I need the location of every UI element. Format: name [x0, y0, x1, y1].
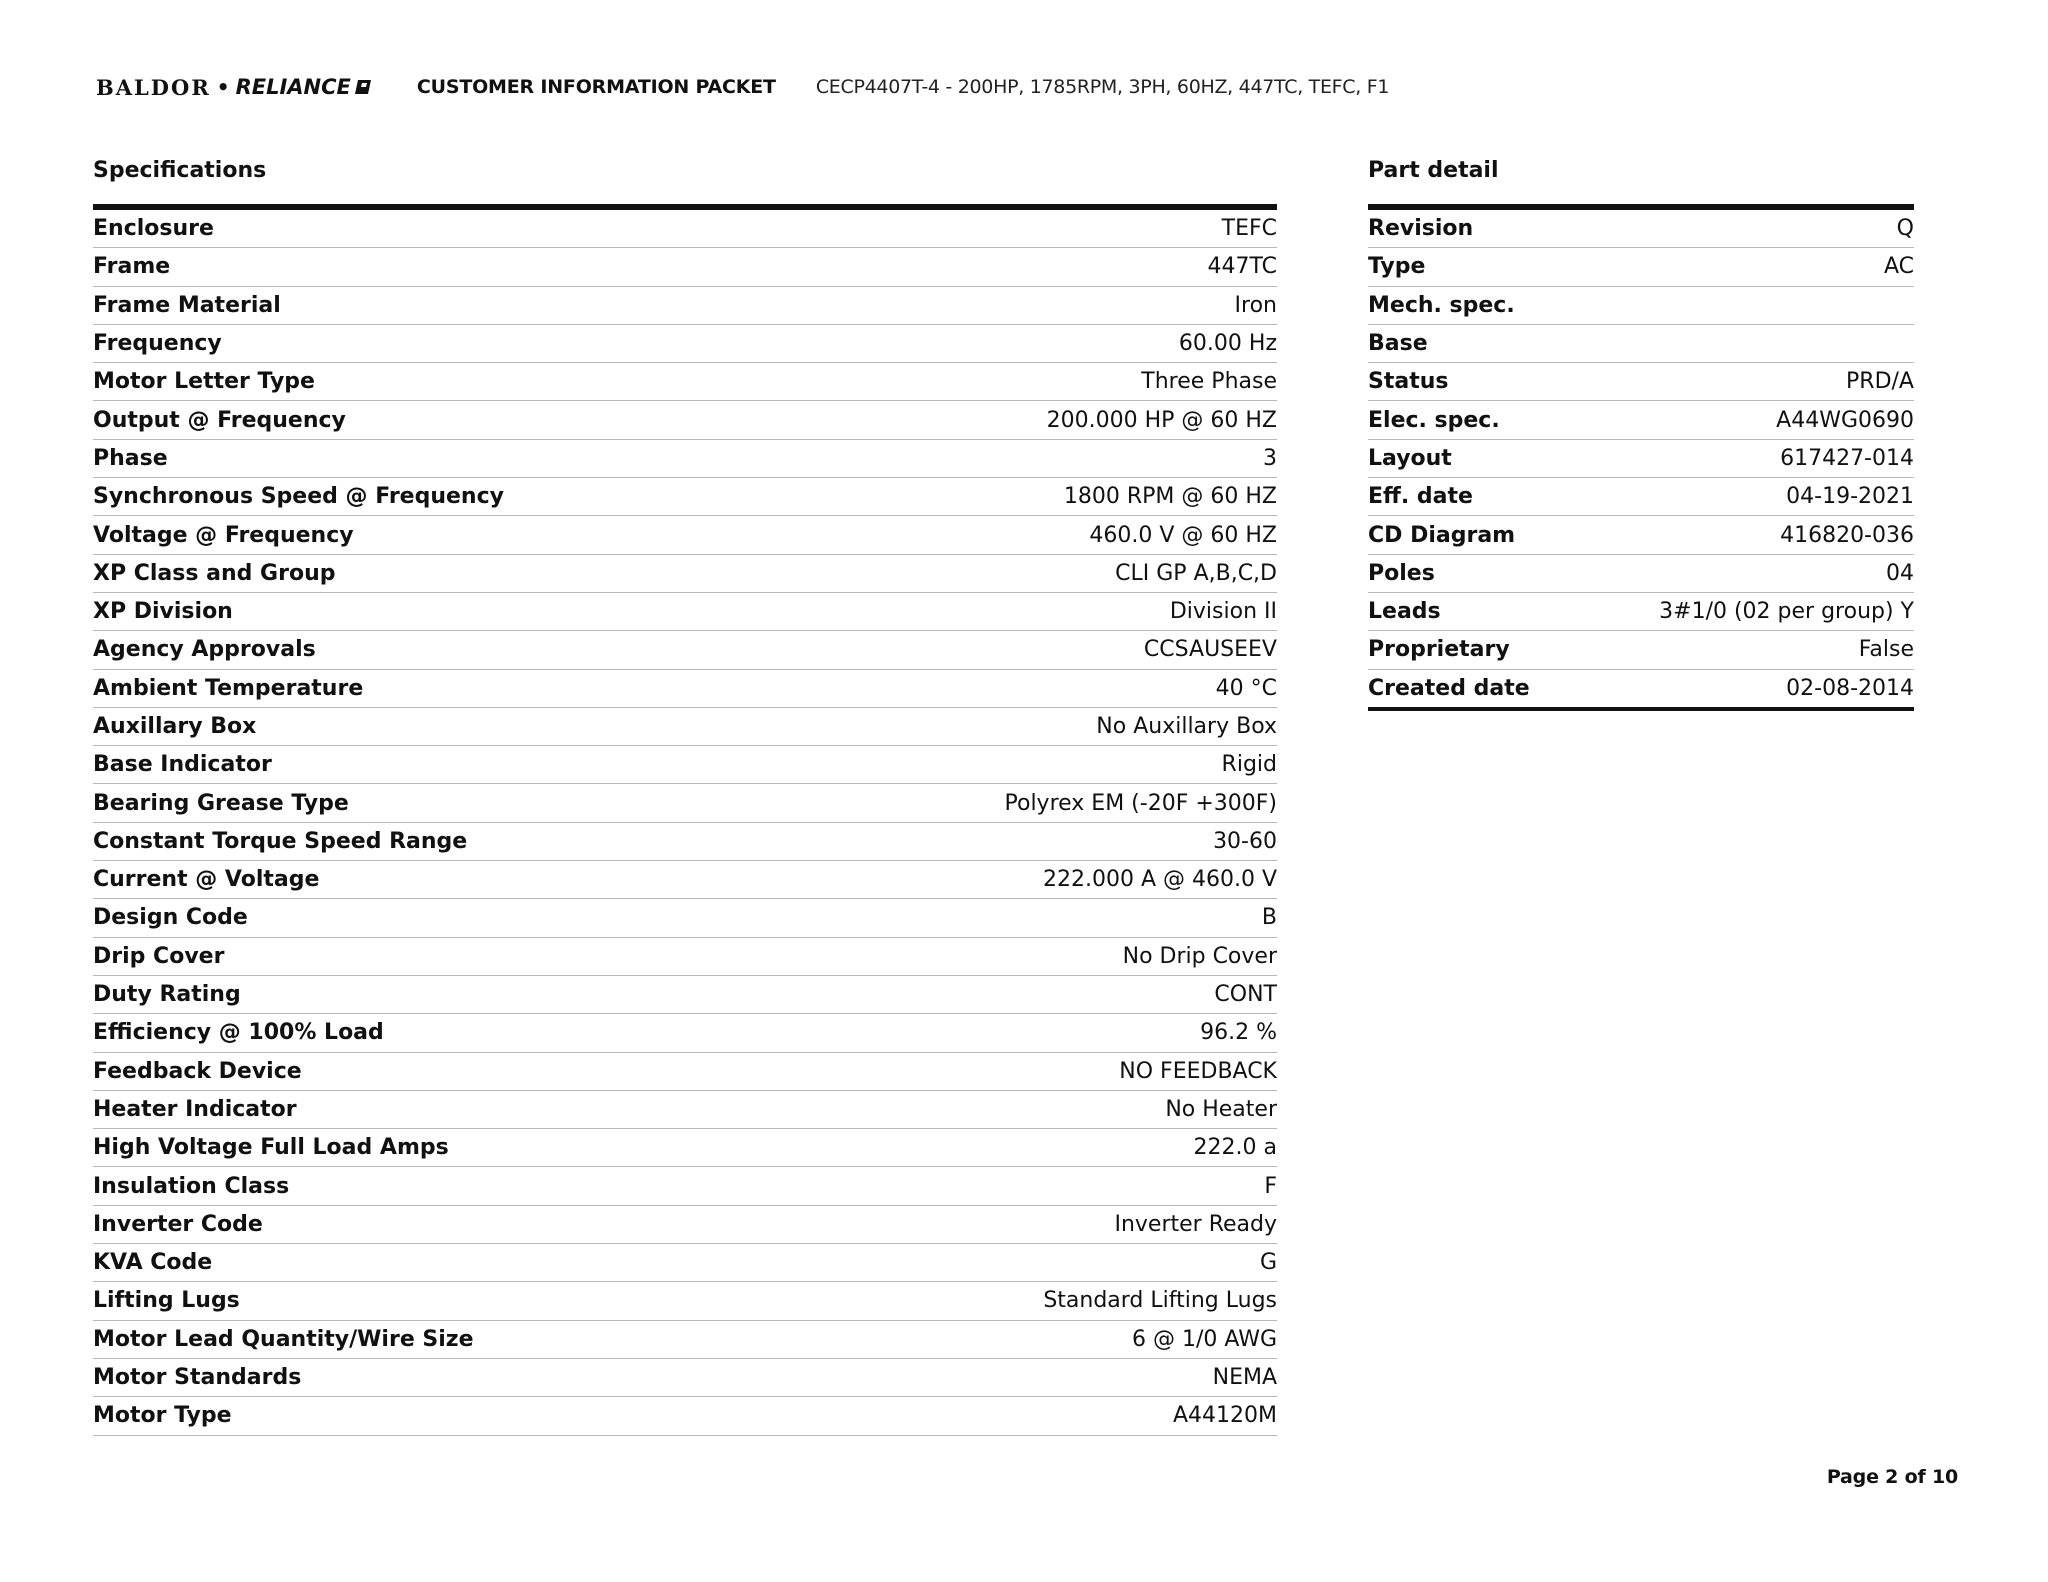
table-row	[1368, 210, 1914, 248]
row-label: KVA Code	[93, 1250, 213, 1276]
table-row	[93, 555, 1277, 593]
table-row	[93, 938, 1277, 976]
row-value: NO FEEDBACK	[1119, 1058, 1277, 1084]
specifications-heading: Specifications	[93, 158, 267, 183]
row-label: XP Class and Group	[93, 560, 336, 586]
table-row	[93, 516, 1277, 554]
row-label: Voltage @ Frequency	[93, 522, 354, 548]
table-row	[93, 248, 1277, 286]
packet-title: CUSTOMER INFORMATION PACKET	[416, 76, 776, 98]
row-label: Mech. spec.	[1368, 292, 1515, 318]
row-label: Output @ Frequency	[93, 407, 346, 433]
row-value: 460.0 V @ 60 HZ	[1089, 522, 1277, 548]
row-value: Three Phase	[1141, 369, 1277, 395]
row-label: Frame	[93, 254, 171, 280]
logo-reliance-text: RELIANCE	[235, 75, 351, 99]
row-value: F	[1264, 1173, 1277, 1199]
row-label: Motor Lead Quantity/Wire Size	[93, 1326, 474, 1352]
row-label: Synchronous Speed @ Frequency	[93, 484, 504, 510]
table-row	[93, 1014, 1277, 1052]
table-row	[93, 1397, 1277, 1435]
row-value: Division II	[1169, 599, 1277, 625]
table-row	[93, 976, 1277, 1014]
table-row	[1368, 555, 1914, 593]
table-row	[93, 631, 1277, 669]
row-label: Auxillary Box	[93, 714, 257, 739]
row-value: PRD/A	[1846, 369, 1914, 395]
row-value: Iron	[1234, 292, 1277, 318]
row-value: No Auxillary Box	[1096, 714, 1277, 739]
row-value: 30-60	[1213, 828, 1277, 854]
table-row	[1368, 670, 1914, 707]
table-row	[1368, 363, 1914, 401]
table-row	[93, 440, 1277, 478]
row-value: CONT	[1214, 982, 1277, 1008]
row-label: Motor Letter Type	[93, 369, 315, 395]
row-value: G	[1259, 1250, 1277, 1276]
page-number: Page 2 of 10	[1826, 1466, 1958, 1488]
table-row	[93, 401, 1277, 439]
row-label: Duty Rating	[93, 982, 241, 1008]
row-label: XP Division	[93, 599, 233, 625]
row-value: 04-19-2021	[1786, 484, 1914, 510]
row-label: Frequency	[93, 331, 222, 357]
table-row	[93, 1091, 1277, 1129]
row-label: Motor Standards	[93, 1365, 302, 1391]
row-label: Agency Approvals	[93, 637, 316, 663]
logo-dot: •	[216, 75, 230, 99]
row-label: Phase	[93, 445, 168, 471]
table-row	[93, 861, 1277, 899]
row-value: 1800 RPM @ 60 HZ	[1063, 484, 1277, 510]
row-label: High Voltage Full Load Amps	[93, 1135, 449, 1161]
table-row	[93, 1053, 1277, 1091]
table-row	[1368, 325, 1914, 363]
row-label: Ambient Temperature	[93, 675, 364, 701]
row-value: 02-08-2014	[1786, 675, 1914, 701]
table-row	[93, 899, 1277, 937]
row-value: No Heater	[1165, 1096, 1277, 1122]
row-value: CCSAUSEEV	[1143, 637, 1277, 663]
table-row	[93, 1321, 1277, 1359]
table-row	[93, 1282, 1277, 1320]
table-row	[1368, 631, 1914, 669]
row-value: 222.0 a	[1193, 1135, 1277, 1161]
row-label: Elec. spec.	[1368, 407, 1500, 433]
row-value: Rigid	[1221, 752, 1277, 778]
logo-baldor-text: BALDOR	[96, 74, 211, 100]
row-value: A44120M	[1172, 1403, 1277, 1429]
row-label: Leads	[1368, 599, 1441, 625]
table-row	[1368, 287, 1914, 325]
baldor-reliance-logo	[96, 75, 371, 100]
product-description: CECP4407T-4 - 200HP, 1785RPM, 3PH, 60HZ, 447TC, TEFC, F1	[815, 76, 1390, 98]
table-row	[93, 325, 1277, 363]
row-value: 617427-014	[1780, 445, 1914, 471]
row-value: Polyrex EM (-20F +300F)	[1004, 790, 1277, 816]
table-row	[93, 1129, 1277, 1167]
row-label: Enclosure	[93, 216, 214, 242]
row-value: 447TC	[1207, 254, 1277, 280]
table-row	[93, 708, 1277, 746]
row-label: Feedback Device	[93, 1058, 302, 1084]
row-label: Proprietary	[1368, 637, 1510, 663]
row-value: 3#1/0 (02 per group) Y	[1659, 599, 1914, 625]
row-label: Revision	[1368, 216, 1474, 242]
specifications-table	[93, 204, 1277, 1436]
row-label: Base	[1368, 331, 1428, 357]
table-row	[93, 670, 1277, 708]
row-label: Layout	[1368, 445, 1452, 471]
table-row	[93, 1359, 1277, 1397]
table-row	[93, 1244, 1277, 1282]
row-label: Design Code	[93, 905, 248, 931]
table-row	[1368, 593, 1914, 631]
row-label: Constant Torque Speed Range	[93, 828, 468, 854]
row-label: Poles	[1368, 560, 1435, 586]
row-value: No Drip Cover	[1122, 943, 1277, 969]
table-row	[1368, 516, 1914, 554]
row-value: AC	[1883, 254, 1914, 280]
row-value: 96.2 %	[1200, 1020, 1277, 1046]
table-row	[93, 823, 1277, 861]
row-label: Current @ Voltage	[93, 867, 320, 893]
row-label: Frame Material	[93, 292, 281, 318]
row-label: Motor Type	[93, 1403, 232, 1429]
row-label: Heater Indicator	[93, 1096, 297, 1122]
row-label: Bearing Grease Type	[93, 790, 349, 816]
row-value: Inverter Ready	[1114, 1211, 1277, 1237]
reliance-mark-icon	[355, 79, 371, 95]
row-value: 6 @ 1/0 AWG	[1131, 1326, 1277, 1352]
table-row	[1368, 478, 1914, 516]
row-label: Lifting Lugs	[93, 1288, 240, 1314]
table-row	[1368, 401, 1914, 439]
row-value: 04	[1886, 560, 1914, 586]
table-row	[93, 287, 1277, 325]
row-value: 200.000 HP @ 60 HZ	[1046, 407, 1277, 433]
row-label: Efficiency @ 100% Load	[93, 1020, 384, 1046]
row-label: Type	[1368, 254, 1426, 280]
table-row	[1368, 440, 1914, 478]
table-row	[93, 746, 1277, 784]
table-row	[93, 593, 1277, 631]
row-value: TEFC	[1221, 216, 1277, 242]
row-value: 222.000 A @ 460.0 V	[1042, 867, 1277, 893]
row-value: 60.00 Hz	[1178, 331, 1277, 357]
row-label: Created date	[1368, 675, 1530, 701]
table-row	[93, 363, 1277, 401]
row-label: Eff. date	[1368, 484, 1473, 510]
row-value: B	[1261, 905, 1277, 931]
row-value: NEMA	[1212, 1365, 1277, 1391]
part-detail-heading: Part detail	[1368, 158, 1499, 183]
row-label: CD Diagram	[1368, 522, 1516, 548]
row-value: 3	[1263, 445, 1277, 471]
row-value: Standard Lifting Lugs	[1043, 1288, 1277, 1314]
table-row	[93, 784, 1277, 822]
table-row	[93, 1167, 1277, 1205]
row-label: Base Indicator	[93, 752, 272, 778]
table-row	[93, 210, 1277, 248]
row-label: Drip Cover	[93, 943, 225, 969]
row-value: CLI GP A,B,C,D	[1115, 560, 1277, 586]
row-label: Status	[1368, 369, 1449, 395]
row-label: Inverter Code	[93, 1211, 263, 1237]
row-value: 416820-036	[1780, 522, 1914, 548]
row-value: Q	[1896, 216, 1914, 242]
table-row	[93, 478, 1277, 516]
row-value: A44WG0690	[1776, 407, 1914, 433]
page-header	[96, 72, 1389, 102]
row-value: False	[1858, 637, 1914, 663]
table-row	[93, 1206, 1277, 1244]
part-detail-table	[1368, 204, 1914, 711]
row-label: Insulation Class	[93, 1173, 290, 1199]
table-row	[1368, 248, 1914, 286]
row-value: 40 °C	[1215, 675, 1277, 701]
